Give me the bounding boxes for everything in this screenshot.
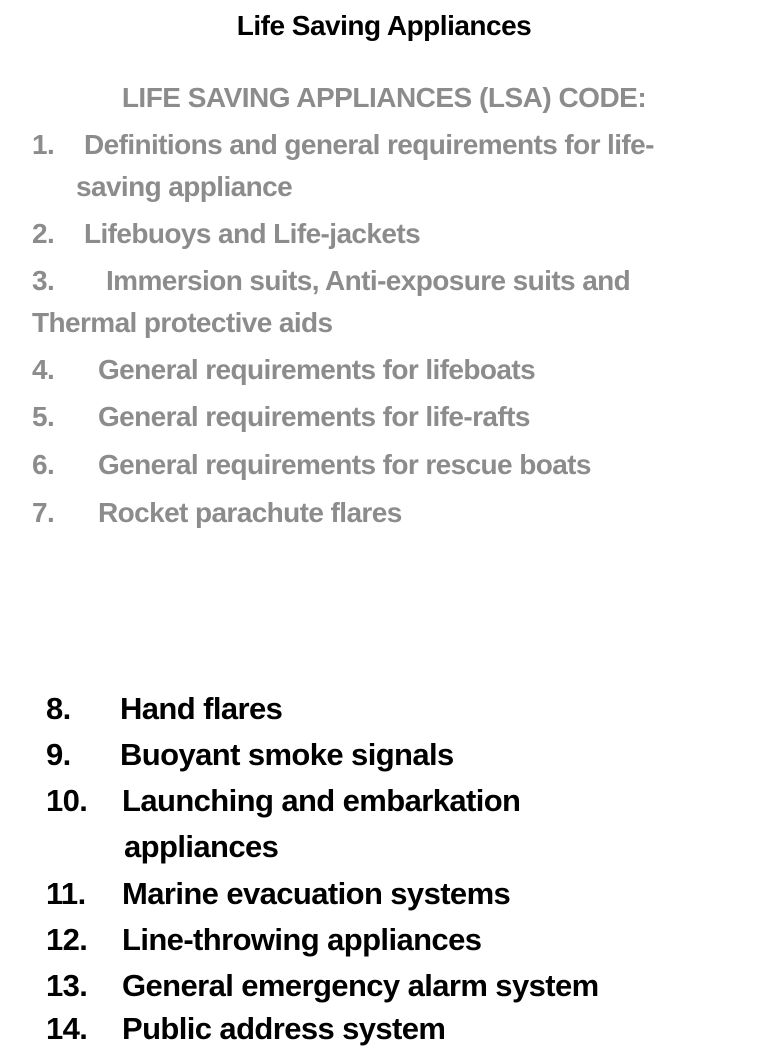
code-heading: LIFE SAVING APPLIANCES (LSA) CODE: — [121, 82, 647, 113]
list-item-text-continued: saving appliance — [76, 171, 293, 202]
list-item-number: 7. — [32, 497, 55, 528]
list-item-2 — [32, 213, 752, 255]
list-item-7 — [32, 492, 752, 534]
list-item-8 — [46, 686, 746, 732]
list-item-number: 3. — [32, 265, 55, 296]
list-item-1 — [32, 124, 752, 208]
list-item-9 — [46, 732, 746, 778]
list-item-text: Buoyant smoke signals — [120, 737, 454, 772]
list-item-5 — [32, 396, 752, 438]
list-item-text-continued: appliances — [124, 829, 279, 864]
list-item-text: Rocket parachute flares — [98, 497, 402, 528]
list-item-text: Marine evacuation systems — [122, 876, 511, 911]
list-item-3 — [32, 260, 752, 344]
list-item-text: Hand flares — [120, 691, 283, 726]
list-item-number: 6. — [32, 449, 55, 480]
list-item-number: 4. — [32, 354, 55, 385]
list-item-text: Definitions and general requirements for life- — [84, 129, 654, 160]
list-item-text: Line-throwing appliances — [122, 922, 482, 957]
list-item-number: 12. — [46, 922, 88, 957]
list-item-number: 1. — [32, 129, 55, 160]
list-item-text: General requirements for rescue boats — [98, 449, 591, 480]
page-title: Life Saving Appliances — [236, 10, 532, 41]
list-item-10 — [46, 778, 746, 870]
list-item-number: 10. — [46, 783, 88, 818]
list-item-text: General emergency alarm system — [122, 968, 599, 1003]
list-item-number: 2. — [32, 218, 55, 249]
list-item-number: 9. — [46, 737, 71, 772]
list-item-12 — [46, 917, 746, 963]
list-item-11 — [46, 871, 746, 917]
list-item-number: 11. — [46, 876, 86, 911]
list-item-text: General requirements for life-rafts — [98, 401, 530, 432]
list-item-text: Public address system — [122, 1011, 446, 1046]
lsa-code-section — [0, 78, 768, 528]
list-item-text: Immersion suits, Anti-exposure suits and — [106, 265, 631, 296]
list-item-text: General requirements for lifeboats — [98, 354, 536, 385]
list-item-4 — [32, 349, 752, 391]
list-item-number: 8. — [46, 691, 71, 726]
list-item-13 — [46, 963, 746, 1009]
list-item-text: Launching and embarkation — [122, 783, 521, 818]
list-item-number: 14. — [46, 1011, 88, 1046]
list-item-6 — [32, 444, 752, 486]
list-item-text: Lifebuoys and Life-jackets — [84, 218, 421, 249]
list-item-14 — [46, 1006, 746, 1046]
list-item-number: 13. — [46, 968, 88, 1003]
list-item-number: 5. — [32, 401, 55, 432]
list-item-text-continued: Thermal protective aids — [32, 307, 333, 338]
